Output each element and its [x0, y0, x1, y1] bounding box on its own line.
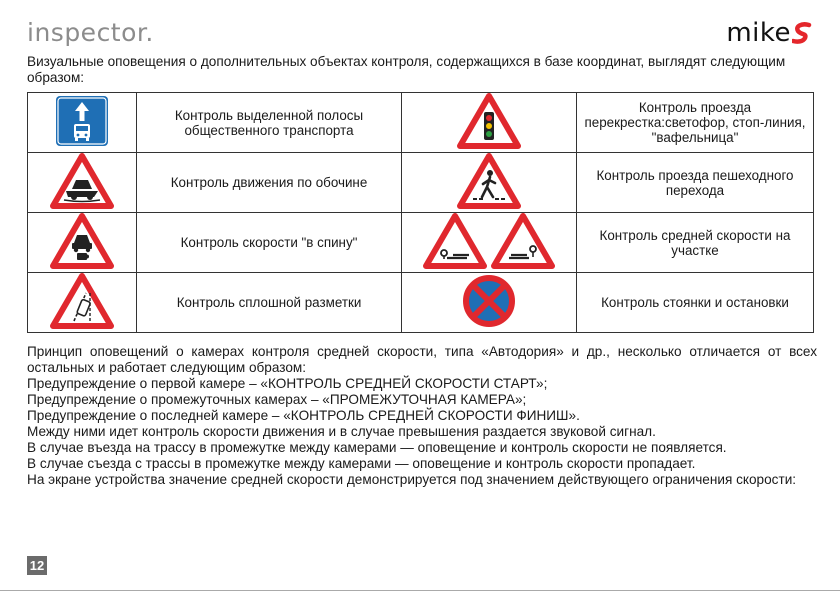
sign-cell — [28, 153, 137, 213]
sign-cell — [402, 273, 577, 333]
mikes-logo — [726, 18, 812, 48]
sign-label: Контроль проезда перекрестка:светофор, стоп-линия, "вафельница" — [577, 93, 814, 153]
table-row — [28, 213, 814, 273]
sign-cell — [28, 93, 137, 153]
average-speed-start-sign-icon — [423, 213, 487, 269]
text-line: Предупреждение о первой камере – «КОНТРОЛЬ СРЕДНЕЙ СКОРОСТИ СТАРТ»; — [27, 376, 548, 391]
sign-label: Контроль средней скорости на участке — [577, 213, 814, 273]
sign-label: Контроль движения по обочине — [137, 153, 402, 213]
text-line: В случае въезда на трассу в промежутке между камерами — оповещение и контроль скорости не появляется. — [27, 440, 727, 455]
sign-label: Контроль выделенной полосы общественного транспорта — [137, 93, 402, 153]
text-line: В случае съезда с трассы в промежутке между камерами — оповещение и контроль скорости пропадает. — [27, 456, 696, 471]
sign-cell — [402, 213, 577, 273]
sign-cell — [28, 273, 137, 333]
sign-cell — [402, 93, 577, 153]
pedestrian-crossing-sign-icon — [457, 153, 521, 209]
page-number: 12 — [27, 556, 47, 575]
body-text — [27, 344, 817, 488]
shoulder-driving-sign-icon — [50, 153, 114, 209]
no-stopping-sign-icon — [461, 273, 517, 329]
bus-lane-sign-icon — [54, 95, 110, 147]
solid-line-sign-icon — [50, 273, 114, 329]
signs-table — [27, 92, 814, 333]
average-speed-end-sign-icon — [491, 213, 555, 269]
table-row — [28, 153, 814, 213]
table-row — [28, 93, 814, 153]
rear-speed-control-sign-icon — [50, 213, 114, 269]
mikes-logo-s-icon — [792, 21, 812, 45]
mikes-logo-text: mike — [726, 18, 791, 48]
sign-cell — [28, 213, 137, 273]
sign-label: Контроль скорости "в спину" — [137, 213, 402, 273]
sign-label: Контроль проезда пешеходного перехода — [577, 153, 814, 213]
text-line: Предупреждение о последней камере – «КОНТРОЛЬ СРЕДНЕЙ СКОРОСТИ ФИНИШ». — [27, 408, 580, 423]
text-line: Принцип оповещений о камерах контроля средней скорости, типа «Автодория» и др., несколько отличается от всех — [27, 344, 817, 359]
text-line: остальных и работает следующим образом: — [27, 360, 307, 375]
text-line: На экране устройства значение средней скорости демонстрируется под значением действующего ограничения скорости: — [27, 472, 797, 487]
sign-label: Контроль стоянки и остановки — [577, 273, 814, 333]
sign-label: Контроль сплошной разметки — [137, 273, 402, 333]
footer-divider — [0, 590, 840, 591]
text-line: Между ними идет контроль скорости движения и в случае превышения раздается звуковой сигнал. — [27, 424, 656, 439]
table-row — [28, 273, 814, 333]
sign-cell — [402, 153, 577, 213]
text-line: Предупреждение о промежуточных камерах – «ПРОМЕЖУТОЧНАЯ КАМЕРА»; — [27, 392, 527, 407]
intro-text: Визуальные оповещения о дополнительных объектах контроля, содержащихся в базе координат, выглядят следующим образом: — [27, 54, 786, 85]
traffic-light-sign-icon — [457, 93, 521, 149]
inspector-logo: inspector. — [27, 18, 154, 47]
